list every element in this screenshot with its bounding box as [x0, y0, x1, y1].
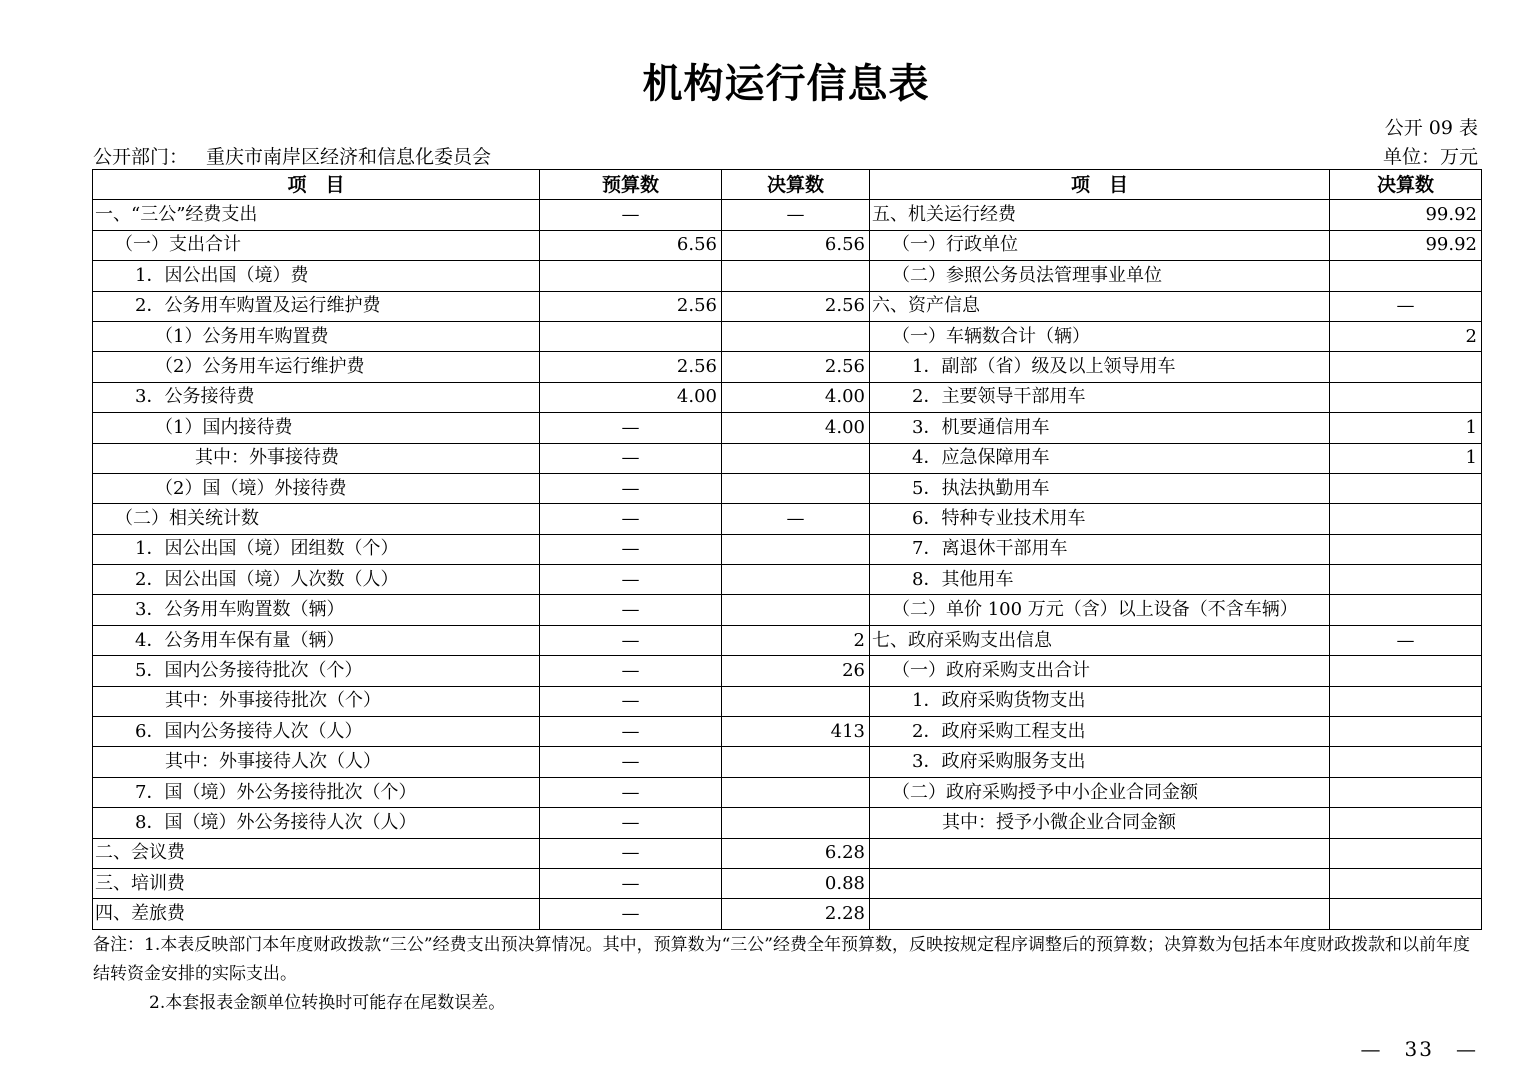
table-row: [93, 352, 1482, 382]
budget-value: —: [540, 686, 722, 716]
left-item-label: 8．国（境）外公务接待人次（人）: [93, 808, 540, 838]
left-item-label: （二）相关统计数: [93, 504, 540, 534]
budget-value: —: [540, 899, 722, 929]
right-item-label: 8．其他用车: [870, 565, 1330, 595]
form-number: 公开 09 表: [1384, 117, 1478, 139]
budget-value: 2.56: [540, 352, 722, 382]
final-value: —: [722, 504, 870, 534]
final-value: [722, 261, 870, 291]
budget-value: —: [540, 534, 722, 564]
final-value: —: [722, 200, 870, 230]
left-item-label: （1）公务用车购置费: [93, 321, 540, 351]
final-value: [722, 686, 870, 716]
left-item-label: 7．国（境）外公务接待批次（个）: [93, 777, 540, 807]
right-item-label: 2．主要领导干部用车: [870, 382, 1330, 412]
table-row: [93, 443, 1482, 473]
page-number: — 33 —: [1360, 1037, 1478, 1061]
table-row: [93, 686, 1482, 716]
right-final-value: 1: [1330, 443, 1482, 473]
left-item-label: 其中：外事接待批次（个）: [93, 686, 540, 716]
final-value: 6.56: [722, 230, 870, 260]
right-item-label: 4．应急保障用车: [870, 443, 1330, 473]
table-row: [93, 382, 1482, 412]
right-item-label: （一）行政单位: [870, 230, 1330, 260]
final-value: 4.00: [722, 382, 870, 412]
left-item-label: 其中：外事接待费: [93, 443, 540, 473]
operation-info-table: [92, 169, 1482, 930]
budget-value: —: [540, 656, 722, 686]
final-value: [722, 443, 870, 473]
table-row: [93, 261, 1482, 291]
final-value: 6.28: [722, 838, 870, 868]
left-item-label: 3．公务用车购置数（辆）: [93, 595, 540, 625]
table-row: [93, 656, 1482, 686]
department-line: [93, 142, 491, 169]
final-value: 2.56: [722, 291, 870, 321]
right-item-label: [870, 838, 1330, 868]
budget-value: —: [540, 595, 722, 625]
left-item-label: 四、差旅费: [93, 899, 540, 929]
right-item-label: 6．特种专业技术用车: [870, 504, 1330, 534]
header-left-item: 项 目: [93, 170, 540, 200]
left-item-label: 2．公务用车购置及运行维护费: [93, 291, 540, 321]
final-value: [722, 473, 870, 503]
budget-value: —: [540, 625, 722, 655]
unit-label: 单位：万元: [1382, 146, 1478, 168]
budget-value: 6.56: [540, 230, 722, 260]
right-final-value: [1330, 656, 1482, 686]
final-value: [722, 777, 870, 807]
right-final-value: —: [1330, 291, 1482, 321]
right-final-value: [1330, 747, 1482, 777]
department-name: 重庆市南岸区经济和信息化委员会: [206, 146, 492, 168]
table-row: [93, 625, 1482, 655]
final-value: [722, 534, 870, 564]
table-row: [93, 504, 1482, 534]
table-header-row: [93, 170, 1482, 200]
budget-value: —: [540, 473, 722, 503]
right-final-value: [1330, 808, 1482, 838]
table-row: [93, 413, 1482, 443]
right-final-value: [1330, 565, 1482, 595]
table-row: [93, 200, 1482, 230]
right-final-value: [1330, 382, 1482, 412]
header-right-final: 决算数: [1330, 170, 1482, 200]
right-item-label: 3．政府采购服务支出: [870, 747, 1330, 777]
right-final-value: —: [1330, 625, 1482, 655]
left-item-label: 1．因公出国（境）费: [93, 261, 540, 291]
final-value: 2.56: [722, 352, 870, 382]
right-final-value: [1330, 261, 1482, 291]
table-row: [93, 777, 1482, 807]
table-row: [93, 868, 1482, 898]
final-value: [722, 321, 870, 351]
right-final-value: 1: [1330, 413, 1482, 443]
right-item-label: （一）车辆数合计（辆）: [870, 321, 1330, 351]
right-item-label: 3．机要通信用车: [870, 413, 1330, 443]
right-item-label: 其中：授予小微企业合同金额: [870, 808, 1330, 838]
table-row: [93, 291, 1482, 321]
right-item-label: （二）参照公务员法管理事业单位: [870, 261, 1330, 291]
budget-value: —: [540, 504, 722, 534]
budget-value: —: [540, 777, 722, 807]
budget-value: —: [540, 717, 722, 747]
right-item-label: 7．离退休干部用车: [870, 534, 1330, 564]
final-value: [722, 808, 870, 838]
right-item-label: 1．政府采购货物支出: [870, 686, 1330, 716]
final-value: 26: [722, 656, 870, 686]
table-row: [93, 534, 1482, 564]
department-label: 公开部门：: [93, 146, 189, 168]
left-item-label: 其中：外事接待人次（人）: [93, 747, 540, 777]
right-item-label: 5．执法执勤用车: [870, 473, 1330, 503]
budget-value: [540, 261, 722, 291]
final-value: [722, 747, 870, 777]
budget-value: —: [540, 808, 722, 838]
right-item-label: （二）单价 100 万元（含）以上设备（不含车辆）: [870, 595, 1330, 625]
table-row: [93, 321, 1482, 351]
final-value: 2.28: [722, 899, 870, 929]
right-final-value: [1330, 504, 1482, 534]
budget-value: —: [540, 443, 722, 473]
right-item-label: （二）政府采购授予中小企业合同金额: [870, 777, 1330, 807]
left-item-label: 6．国内公务接待人次（人）: [93, 717, 540, 747]
budget-value: —: [540, 868, 722, 898]
budget-value: 2.56: [540, 291, 722, 321]
right-item-label: 六、资产信息: [870, 291, 1330, 321]
table-row: [93, 230, 1482, 260]
header-budget: 预算数: [540, 170, 722, 200]
table-row: [93, 565, 1482, 595]
left-item-label: （一）支出合计: [93, 230, 540, 260]
final-value: 0.88: [722, 868, 870, 898]
right-final-value: 2: [1330, 321, 1482, 351]
table-row: [93, 717, 1482, 747]
left-item-label: （1）国内接待费: [93, 413, 540, 443]
budget-value: —: [540, 747, 722, 777]
right-final-value: [1330, 595, 1482, 625]
left-item-label: 3．公务接待费: [93, 382, 540, 412]
note-2: 2.本套报表金额单位转换时可能存在尾数误差。: [149, 993, 506, 1013]
left-item-label: 5．国内公务接待批次（个）: [93, 656, 540, 686]
right-item-label: [870, 899, 1330, 929]
table-row: [93, 747, 1482, 777]
left-item-label: 一、“三公”经费支出: [93, 200, 540, 230]
right-item-label: 七、政府采购支出信息: [870, 625, 1330, 655]
right-item-label: 2．政府采购工程支出: [870, 717, 1330, 747]
table-row: [93, 808, 1482, 838]
right-final-value: [1330, 473, 1482, 503]
left-item-label: 2．因公出国（境）人次数（人）: [93, 565, 540, 595]
note-1: 备注：1.本表反映部门本年度财政拨款“三公”经费支出预决算情况。其中，预算数为“三公”经费全年预算数，反映按规定程序调整后的预算数；决算数为包括本年度财政拨款和以前年度结转资金安排的实际支出。: [93, 935, 1470, 984]
right-final-value: [1330, 868, 1482, 898]
table-row: [93, 838, 1482, 868]
right-final-value: [1330, 777, 1482, 807]
right-item-label: [870, 868, 1330, 898]
table-row: [93, 595, 1482, 625]
budget-value: —: [540, 838, 722, 868]
right-item-label: 五、机关运行经费: [870, 200, 1330, 230]
right-final-value: [1330, 534, 1482, 564]
final-value: 4.00: [722, 413, 870, 443]
budget-value: —: [540, 565, 722, 595]
left-item-label: 三、培训费: [93, 868, 540, 898]
right-final-value: 99.92: [1330, 230, 1482, 260]
right-final-value: [1330, 838, 1482, 868]
budget-value: —: [540, 413, 722, 443]
right-final-value: [1330, 352, 1482, 382]
budget-value: 4.00: [540, 382, 722, 412]
right-item-label: 1．副部（省）级及以上领导用车: [870, 352, 1330, 382]
right-final-value: 99.92: [1330, 200, 1482, 230]
left-item-label: 4．公务用车保有量（辆）: [93, 625, 540, 655]
budget-value: —: [540, 200, 722, 230]
table-row: [93, 473, 1482, 503]
right-item-label: （一）政府采购支出合计: [870, 656, 1330, 686]
right-final-value: [1330, 717, 1482, 747]
final-value: 413: [722, 717, 870, 747]
right-final-value: [1330, 899, 1482, 929]
final-value: 2: [722, 625, 870, 655]
left-item-label: 二、会议费: [93, 838, 540, 868]
left-item-label: （2）国（境）外接待费: [93, 473, 540, 503]
final-value: [722, 595, 870, 625]
table-row: [93, 899, 1482, 929]
final-value: [722, 565, 870, 595]
header-right-item: 项 目: [870, 170, 1330, 200]
page-title: 机构运行信息表: [642, 60, 930, 107]
notes: [93, 931, 1481, 1018]
budget-value: [540, 321, 722, 351]
left-item-label: 1．因公出国（境）团组数（个）: [93, 534, 540, 564]
header-final: 决算数: [722, 170, 870, 200]
right-final-value: [1330, 686, 1482, 716]
left-item-label: （2）公务用车运行维护费: [93, 352, 540, 382]
